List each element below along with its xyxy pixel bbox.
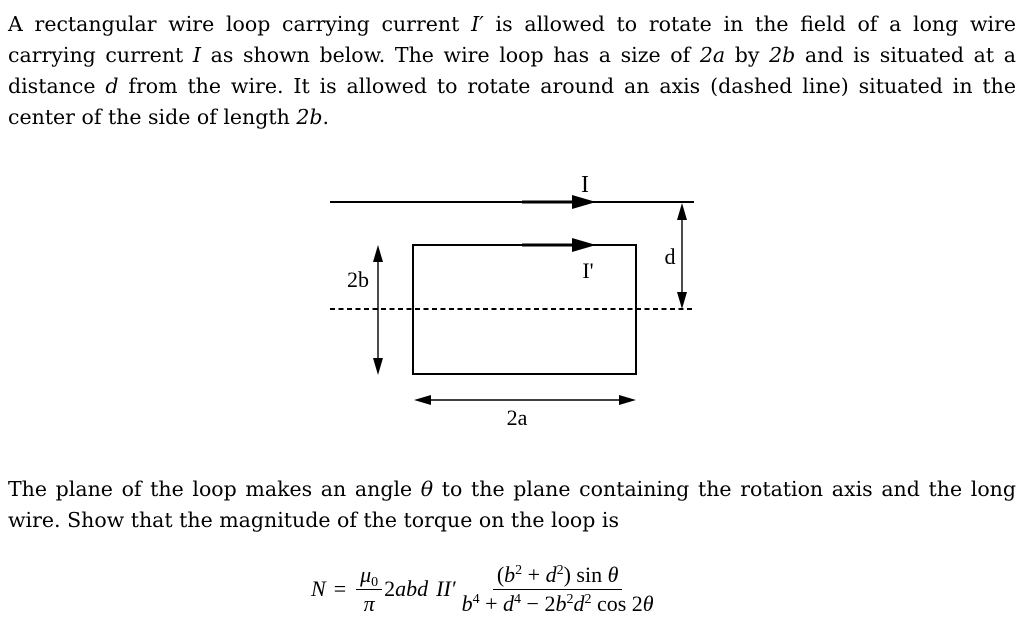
loop-current-arrowhead	[572, 238, 596, 252]
loop-current-label: I'	[582, 258, 594, 283]
math-var: I	[192, 43, 202, 67]
width-arrowhead-left	[414, 395, 431, 405]
main-fraction	[458, 563, 658, 616]
wire-current-label: I	[581, 172, 589, 198]
torque-equation	[311, 556, 660, 622]
math-var: θ	[420, 477, 434, 501]
math-var: d	[105, 74, 119, 98]
math-var: I′	[471, 12, 484, 36]
width-arrowhead-right	[619, 395, 636, 405]
height-arrowhead-down	[373, 358, 383, 375]
distance-label: d	[664, 244, 676, 269]
distance-arrowhead-down	[677, 292, 687, 309]
equals-sign: =	[333, 576, 347, 601]
problem-question: The plane of the loop makes an angle θ to the plane containing the rotation axis and the long wire. Show that the magnitude of the torque on the loop is	[8, 477, 1016, 532]
width-label: 2a	[506, 405, 528, 430]
denominator: $b^4 + d^4 - 2b^2d^2$ cos 2θ	[461, 590, 654, 616]
mu-over-pi-fraction: $\frac{\mu_0}{\pi}$	[356, 563, 382, 616]
height-label: 2b	[347, 267, 369, 292]
prefactor: 2abd	[384, 576, 429, 601]
equation-lhs: N	[311, 576, 326, 601]
math-var: 2b	[296, 105, 323, 129]
math-var: 2a	[699, 43, 726, 67]
height-arrowhead-up	[373, 245, 383, 262]
numerator: $(b^2 + d^2)$ sin θ	[493, 563, 623, 590]
distance-arrowhead-up	[677, 203, 687, 220]
currents-product: II′	[436, 576, 456, 601]
problem-intro: A rectangular wire loop carrying current I′ is allowed to rotate in the field of a long wire carrying current I as shown below. The wire loop has a size of 2a by 2b and is situated at a distance d from the wire. It is allowed to rotate around an axis (dashed line) situated in the center of the side of length 2b.	[8, 12, 1017, 129]
math-var: 2b	[769, 43, 796, 67]
